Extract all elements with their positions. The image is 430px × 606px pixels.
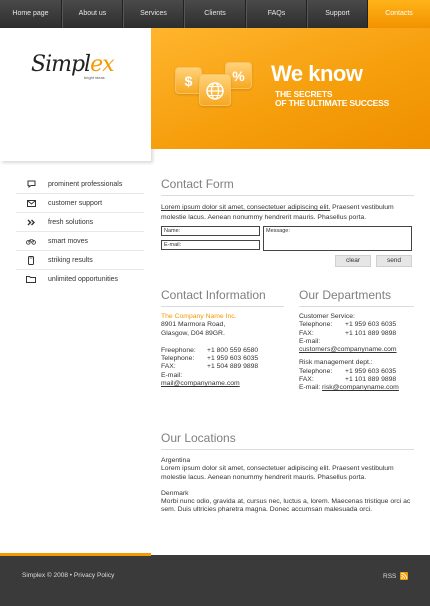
top-navigation bbox=[0, 0, 430, 28]
divider bbox=[299, 306, 414, 307]
contact-info-title: Contact Information bbox=[161, 288, 266, 302]
privacy-policy-link[interactable]: Privacy Policy bbox=[73, 572, 115, 579]
bicycle-icon bbox=[26, 236, 36, 246]
banner-subtitle-line2: OF THE ULTIMATE SUCCESS bbox=[275, 98, 390, 108]
sidebar-item-label: customer support bbox=[48, 199, 103, 207]
nav-home[interactable]: Home page bbox=[0, 0, 62, 28]
contact-info-block bbox=[161, 313, 291, 388]
hero-banner bbox=[151, 28, 430, 149]
sidebar-item-label: smart moves bbox=[48, 237, 89, 245]
risk-email-link[interactable]: risk@companyname.com bbox=[322, 384, 399, 392]
double-chevron-icon bbox=[26, 217, 36, 227]
sidebar-item-label: prominent professionals bbox=[48, 180, 123, 188]
risk-email-label: E-mail: bbox=[299, 384, 321, 392]
telephone-label: Telephone: bbox=[161, 355, 195, 363]
banner-subtitle-line1: THE SECRETS bbox=[275, 89, 333, 99]
divider bbox=[161, 195, 414, 196]
globe-icon bbox=[199, 74, 231, 106]
email-field[interactable]: E-mail: bbox=[161, 240, 260, 250]
departments-block bbox=[299, 313, 424, 393]
company-name: The Company Name Inc. bbox=[161, 313, 237, 320]
sidebar-item-fresh-solutions[interactable] bbox=[16, 213, 144, 232]
logo[interactable] bbox=[31, 52, 114, 77]
rss-link[interactable] bbox=[383, 572, 408, 580]
percent-icon: % bbox=[225, 62, 252, 89]
logo-tagline: bright ideas bbox=[84, 75, 105, 80]
fax-value: +1 504 889 9898 bbox=[207, 363, 259, 371]
contact-form-intro bbox=[161, 203, 414, 222]
location-argentina-text: Lorem ipsum dolor sit amet, consectetuer adipiscing elit. Praesent vestibulum molestie lacus. Aenean nonummy hendrerit mauris. Phasellus porta. bbox=[161, 465, 394, 481]
intro-first-sentence: Lorem ipsum dolor sit amet, consectetuer adipiscing elit. bbox=[161, 204, 331, 211]
rss-label: RSS bbox=[383, 572, 397, 580]
logo-main-text: Simpl bbox=[31, 52, 91, 77]
freephone-label: Freephone: bbox=[161, 346, 196, 354]
sidebar-item-customer-support[interactable] bbox=[16, 194, 144, 213]
nav-support[interactable]: Support bbox=[307, 0, 368, 28]
location-denmark-name: Denmark bbox=[161, 489, 189, 497]
nav-contacts[interactable]: Contacts bbox=[368, 0, 430, 28]
departments-title: Our Departments bbox=[299, 288, 392, 302]
nav-clients[interactable]: Clients bbox=[184, 0, 246, 28]
sidebar-item-label: fresh solutions bbox=[48, 218, 94, 226]
intro-rest: Praesent vestibulum molestie lacus. Aenean nonummy hendrerit mauris. Phasellus porta. bbox=[161, 204, 394, 221]
footer-copyright bbox=[22, 572, 114, 579]
locations-title: Our Locations bbox=[161, 431, 236, 445]
address-line1: 8901 Marmora Road, bbox=[161, 321, 226, 329]
footer bbox=[0, 555, 430, 606]
dollar-icon: $ bbox=[175, 67, 202, 94]
nav-about-us[interactable]: About us bbox=[62, 0, 123, 28]
location-denmark-text: Morbi nunc odio, gravida at, cursus nec, luctus a, lorem. Maecenas tristique orci ac sem. Duis ultricies pharetra magna. Donec accumsan malesuada orci. bbox=[161, 498, 411, 514]
nav-services[interactable]: Services bbox=[123, 0, 184, 28]
risk-fax-label: FAX: bbox=[299, 376, 314, 384]
sidebar-item-unlimited-opportunities[interactable] bbox=[16, 270, 144, 289]
envelope-icon bbox=[26, 198, 36, 208]
risk-dept-title: Risk management dept.: bbox=[299, 359, 373, 367]
fax-label: FAX: bbox=[161, 363, 176, 371]
divider bbox=[161, 306, 284, 307]
sidebar-item-label: unlimited opportunities bbox=[48, 276, 119, 283]
service-tel-value: +1 959 603 6035 bbox=[345, 321, 397, 329]
banner-icon-group bbox=[175, 62, 259, 112]
logo-panel bbox=[0, 28, 151, 161]
name-field[interactable]: Name: bbox=[161, 226, 260, 236]
logo-accent-text: ex bbox=[90, 52, 114, 77]
sidebar-item-striking-results[interactable] bbox=[16, 251, 144, 270]
phone-icon bbox=[26, 255, 36, 265]
risk-tel-value: +1 959 603 6035 bbox=[345, 367, 397, 375]
send-button[interactable]: send bbox=[376, 255, 412, 267]
sidebar-item-prominent-professionals[interactable] bbox=[16, 175, 144, 194]
message-field[interactable]: Message: bbox=[263, 226, 412, 251]
service-dept-title: Customer Service: bbox=[299, 313, 355, 320]
sidebar-item-smart-moves[interactable] bbox=[16, 232, 144, 251]
clear-button[interactable]: clear bbox=[335, 255, 371, 267]
email-link[interactable]: mail@companyname.com bbox=[161, 380, 240, 388]
service-email-link[interactable]: customers@companyname.com bbox=[299, 346, 397, 354]
footer-accent-bar bbox=[0, 553, 151, 556]
banner-title: We know bbox=[271, 61, 363, 86]
service-fax-value: +1 101 889 9898 bbox=[345, 329, 397, 337]
location-argentina-name: Argentina bbox=[161, 457, 191, 464]
nav-faqs[interactable]: FAQs bbox=[246, 0, 307, 28]
email-label: E-mail: bbox=[161, 371, 183, 379]
service-tel-label: Telephone: bbox=[299, 321, 333, 329]
risk-fax-value: +1 101 889 9898 bbox=[345, 376, 397, 384]
sidebar-item-label: striking results bbox=[48, 256, 93, 264]
copyright-text: Simplex © 2008 • bbox=[22, 572, 73, 579]
risk-tel-label: Telephone: bbox=[299, 367, 333, 375]
contact-form-title: Contact Form bbox=[161, 177, 234, 191]
divider bbox=[161, 449, 414, 450]
speech-bubble-icon bbox=[26, 179, 36, 189]
telephone-value: +1 959 603 6035 bbox=[207, 355, 259, 363]
freephone-value: +1 800 559 6580 bbox=[207, 346, 259, 354]
service-fax-label: FAX: bbox=[299, 329, 314, 337]
service-email-label: E-mail: bbox=[299, 337, 321, 345]
rss-icon bbox=[400, 572, 408, 580]
folder-icon bbox=[26, 275, 36, 285]
locations-block bbox=[161, 457, 414, 515]
address-line2: Glasgow, D04 89GR. bbox=[161, 329, 225, 337]
sidebar-menu bbox=[16, 175, 144, 289]
